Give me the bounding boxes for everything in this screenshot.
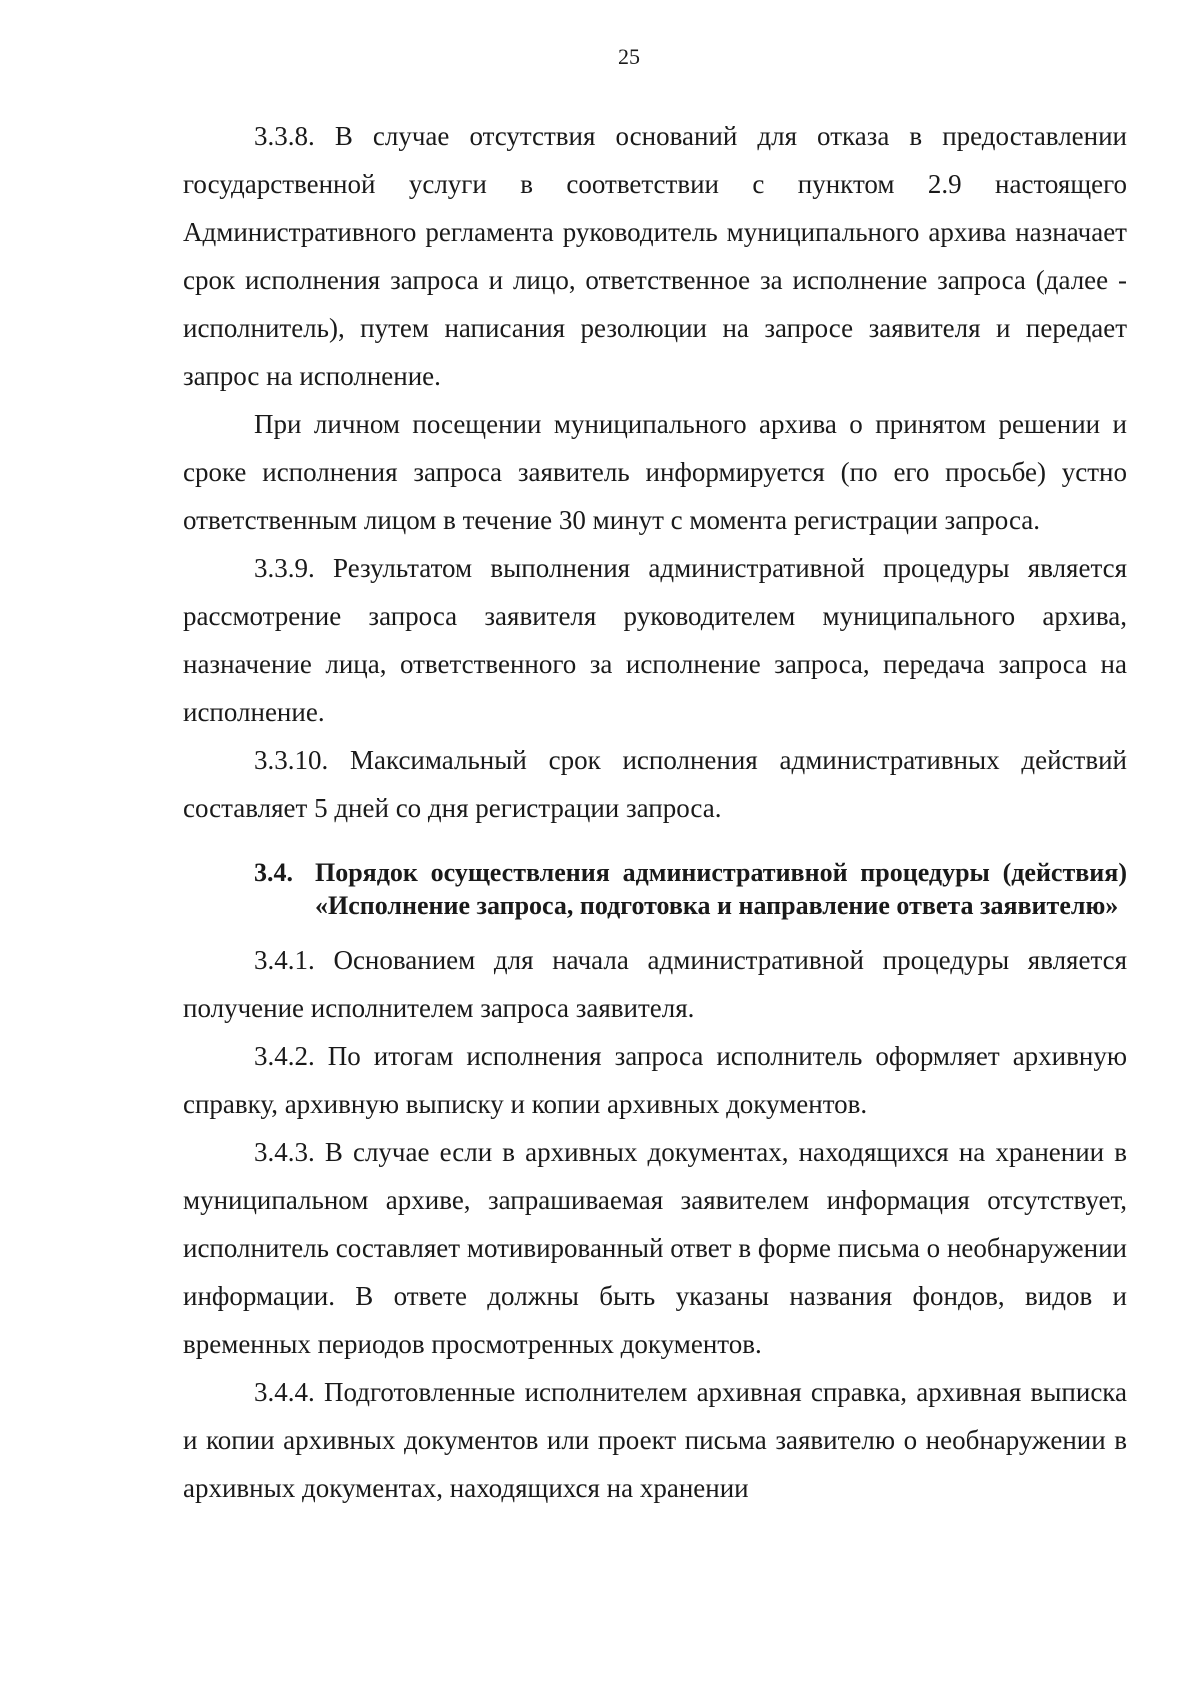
- paragraph-3-3-8: 3.3.8. В случае отсутствия оснований для отказа в предоставлении государственной услуги в соответствии с пунктом 2.9 настоящего Административного регламента руководитель муниципального архива назначает срок исполнения запроса и лицо, ответственное за исполнение запроса (далее - исполнитель), путем написания резолюции на запросе заявителя и передает запрос на исполнение.: [183, 121, 1127, 391]
- paragraph-3-4-3: 3.4.3. В случае если в архивных документах, находящихся на хранении в муниципальном архиве, запрашиваемая заявителем информация отсутствует, исполнитель составляет мотивированный ответ в форме письма о необнаружении информации. В ответе должны быть указаны названия фондов, видов и временных периодов просмотренных документов.: [183, 1137, 1127, 1359]
- document-body: [183, 112, 1127, 1512]
- paragraph-3-4-4: 3.4.4. Подготовленные исполнителем архивная справка, архивная выписка и копии архивных документов или проект письма заявителю о необнаружении в архивных документах, находящихся на хранении: [183, 1377, 1127, 1503]
- paragraph-3-4-2: 3.4.2. По итогам исполнения запроса исполнитель оформляет архивную справку, архивную выписку и копии архивных документов.: [183, 1041, 1127, 1119]
- paragraph-3-3-10: 3.3.10. Максимальный срок исполнения административных действий составляет 5 дней со дня регистрации запроса.: [183, 745, 1127, 823]
- paragraph-3-4-1: 3.4.1. Основанием для начала административной процедуры является получение исполнителем запроса заявителя.: [183, 945, 1127, 1023]
- section-title: Порядок осуществления административной процедуры (действия) «Исполнение запроса, подготовка и направление ответа заявителю»: [315, 858, 1127, 920]
- paragraph-personal-visit: При личном посещении муниципального архива о принятом решении и сроке исполнения запроса заявитель информируется (по его просьбе) устно ответственным лицом в течение 30 минут с момента регистрации запроса.: [183, 409, 1127, 535]
- page-number: 25: [618, 44, 640, 69]
- section-number: 3.4.: [254, 858, 293, 887]
- section-heading-3-4: [183, 856, 1127, 922]
- paragraph-3-3-9: 3.3.9. Результатом выполнения административной процедуры является рассмотрение запроса заявителя руководителем муниципального архива, назначение лица, ответственного за исполнение запроса, передача запроса на исполнение.: [183, 553, 1127, 727]
